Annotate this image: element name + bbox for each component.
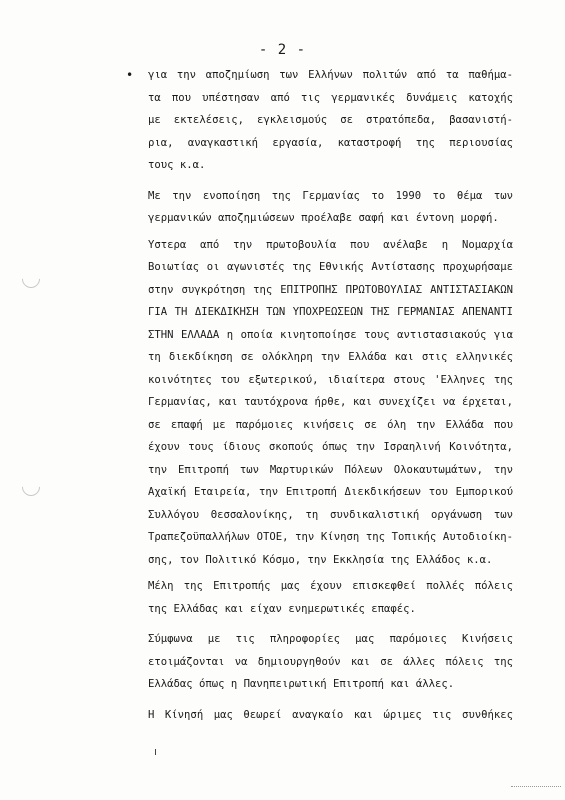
document-body	[126, 64, 513, 726]
text-line: Ελλάδας όπως η Πανηπειρωτική Επιτροπή και άλλες.	[148, 678, 455, 690]
page-number: - 2 -	[258, 42, 307, 58]
text-line: γερμανικών αποζημιώσεων προέλαβε σαφή και έντονη μορφή.	[148, 212, 499, 224]
text-line: Γερμανίας, και ταυτόχρονα ήρθε, και συνεχίζει να έρχεται,	[148, 396, 513, 408]
text-line: έχουν τους ίδιους σκοπούς όπως την Ισραηλινή Κοινότητα,	[148, 441, 513, 453]
text-line: σε επαφή με παρόμοιες κινήσεις σε όλη την Ελλάδα που	[148, 418, 513, 431]
text-line: Σύμφωνα με τις πληροφορίες μας παρόμοιες Κινήσεις	[148, 633, 513, 645]
text-line	[126, 64, 513, 87]
text-line: ρια, αναγκαστική εργασία, καταστροφή της περιουσίας	[148, 136, 513, 149]
text-line: τους κ.α.	[148, 159, 206, 171]
text-line: Με την ενοποίηση της Γερμανίας το 1990 το θέμα των	[148, 189, 513, 202]
text-line: Τραπεζοϋπαλλήλων ΟΤΟΕ, την Κίνηση της Τοπικής Αυτοδιοίκη-	[148, 531, 513, 543]
text-line: Αχαϊκή Εταιρεία, την Επιτροπή Διεκδικήσεων του Εμπορικού	[148, 486, 513, 498]
text-line: την Επιτροπή των Μαρτυρικών Πόλεων Ολοκαυτωμάτων, την	[148, 463, 513, 476]
text-line: Βοιωτίας οι αγωνιστές της Εθνικής Αντίστασης προχωρήσαμε	[148, 261, 513, 273]
paragraph	[148, 234, 513, 572]
text-line: Η Κίνησή μας θεωρεί αναγκαίο και ώριμες τις συνθήκες	[148, 708, 513, 721]
text-line: ετοιμάζονται να δημιουργηθούν και σε άλλες πόλεις της	[148, 655, 513, 668]
text-line-content: για την αποζημίωση των Ελλήνων πολιτών από τα παθήμα-	[148, 69, 513, 81]
text-line: της Ελλάδας και είχαν ενημερωτικές επαφές.	[148, 602, 416, 615]
scan-artifact	[511, 786, 561, 788]
paragraph	[148, 704, 513, 727]
scan-mark	[155, 749, 156, 755]
paragraph	[126, 64, 513, 177]
text-line: σης, τον Πολιτικό Κόσμο, την Εκκλησία της Ελλάδος κ.α.	[148, 553, 493, 566]
paragraph	[148, 628, 513, 696]
text-line: Μέλη της Επιτροπής μας έχουν επισκεφθεί πολλές πόλεις	[148, 580, 513, 592]
text-line: ΣΤΗΝ ΕΛΛΑΔΑ η οποία κινητοποίησε τους αντιστασιακούς για	[148, 328, 513, 341]
paragraph	[148, 185, 513, 230]
punch-hole-mark	[18, 474, 43, 499]
paragraph	[148, 575, 513, 620]
text-line: ΓΙΑ ΤΗ ΔΙΕΚΔΙΚΗΣΗ ΤΩΝ ΥΠΟΧΡΕΩΣΕΩΝ ΤΗΣ ΓΕΡΜΑΝΙΑΣ ΑΠΕΝΑΝΤΙ	[148, 306, 513, 318]
text-line: με εκτελέσεις, εγκλεισμούς σε στρατόπεδα, βασανιστή-	[148, 114, 513, 126]
text-line: Συλλόγου Θεσσαλονίκης, τη συνδικαλιστική οργάνωση των	[148, 508, 513, 521]
text-line: τη διεκδίκηση σε ολόκληρη την Ελλάδα και στις ελληνικές	[148, 351, 513, 363]
text-line: στην συγκρότηση της ΕΠΙΤΡΟΠΗΣ ΠΡΩΤΟΒΟΥΛΙΑΣ ΑΝΤΙΣΤΑΣΙΑΚΩΝ	[148, 283, 513, 296]
text-line: Υστερα από την πρωτοβουλία που ανέλαβε η Νομαρχία	[148, 238, 513, 251]
text-line: κοινότητες του εξωτερικού, ιδιαίτερα στους 'Ελληνες της	[148, 373, 513, 386]
punch-hole-mark	[18, 266, 43, 291]
bullet-icon: •	[126, 68, 134, 82]
text-line: τα που υπέστησαν από τις γερμανικές δυνάμεις κατοχής	[148, 91, 513, 104]
